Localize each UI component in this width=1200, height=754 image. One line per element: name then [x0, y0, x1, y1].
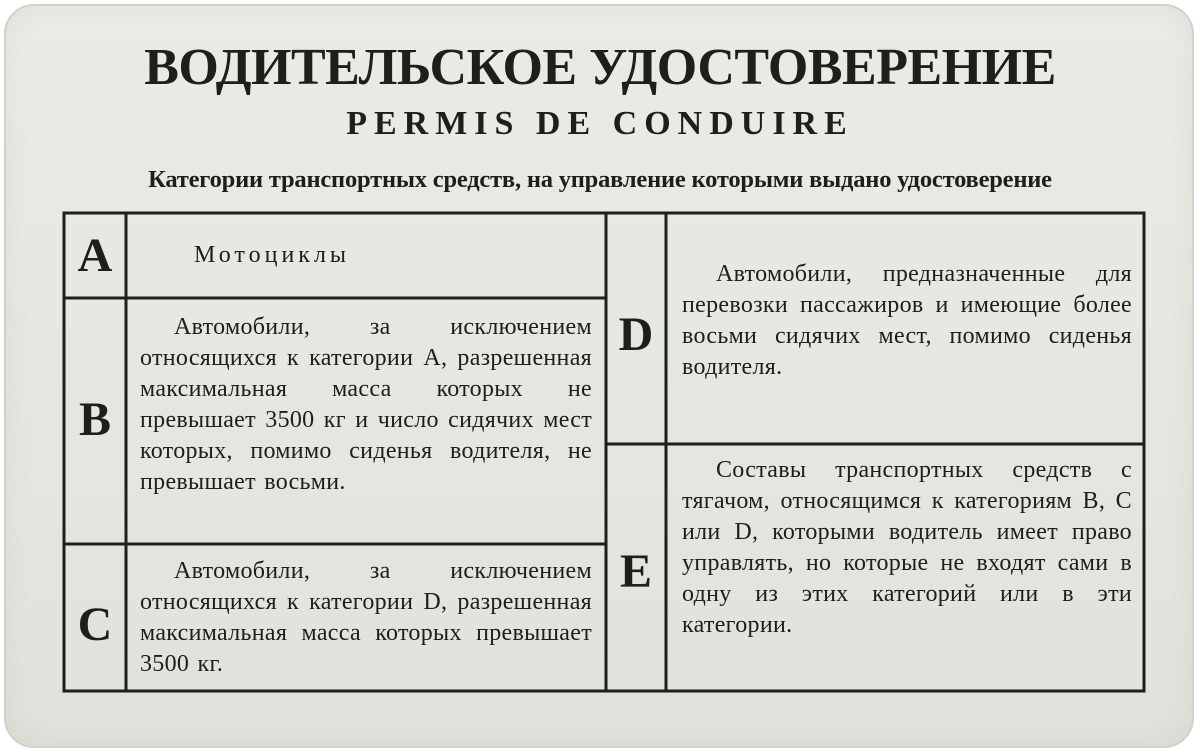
category-a-description: Мотоциклы: [194, 242, 351, 268]
category-b-description: [140, 312, 592, 498]
category-c-description: [140, 556, 592, 680]
category-e-letter: E: [619, 545, 652, 598]
category-d-description-text: Автомобили, предназначенные для перевозки пассажиров и имеющие более восьми сидячих мест, помимо сиденья водителя.: [682, 261, 1132, 380]
category-e-description: [682, 455, 1132, 641]
category-b-letter: B: [78, 393, 111, 446]
category-c-letter: C: [77, 598, 113, 651]
category-a-letter: A: [77, 229, 113, 282]
category-d-letter: D: [618, 308, 654, 361]
category-e-description-text: Составы транспортных средств с тягачом, относящимся к категориям B, C или D, которыми водитель имеет право управлять, но которые не входят сами в одну из этих категорий или в эти категории.: [682, 457, 1132, 638]
category-b-description-text: Автомобили, за исключением относящихся к категории A, разрешенная максимальная масса которых не превышает 3500 кг и число сидячих мест которых, помимо сиденья водителя, не превышает восьми.: [140, 314, 592, 495]
card-title: ВОДИТЕЛЬСКОЕ УДОСТОВЕРЕНИЕ: [144, 39, 1056, 96]
card-subtitle: PERMIS DE CONDUIRE: [346, 105, 854, 142]
category-c-description-text: Автомобили, за исключением относящихся к категории D, разрешенная максимальная масса которых превышает 3500 кг.: [140, 558, 592, 677]
category-d-description: [682, 259, 1132, 383]
categories-heading: Категории транспортных средств, на управление которыми выдано удостоверение: [148, 166, 1052, 193]
